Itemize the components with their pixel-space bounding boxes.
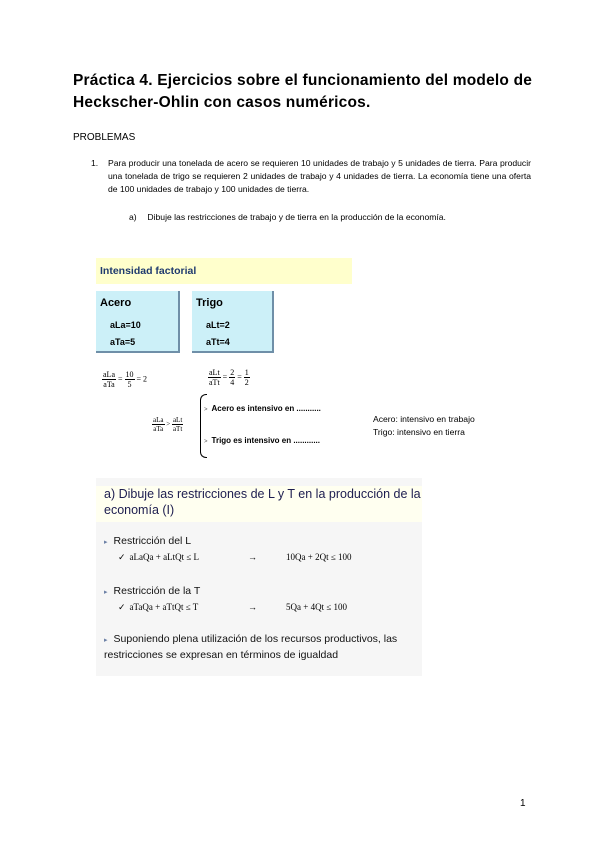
eq-land-left: [118, 602, 198, 613]
slide-title: a) Dibuje las restricciones de L y T en la producción de la economía (I): [104, 487, 421, 517]
eq-labor-arrow: →: [248, 552, 257, 562]
cmp-den1: aTa: [153, 425, 164, 433]
ratio-acero-eq: =: [118, 374, 123, 384]
acero-title: Acero: [100, 297, 132, 309]
eq-labor-left-text: aLaQa + aLtQt ≤ L: [129, 552, 200, 562]
ratio-acero-result: = 2: [136, 374, 148, 384]
acero-land: aTa=5: [110, 337, 136, 347]
acero-labor: aLa=10: [110, 320, 141, 330]
check-icon: ✓: [118, 553, 126, 563]
ratio-trigo-num: aLt: [209, 368, 220, 377]
trigo-title: Trigo: [196, 297, 223, 309]
ratio-acero-d2: 5: [127, 380, 132, 389]
bullet-trigo-text: Trigo es intensivo en ............: [211, 436, 320, 445]
eq-land-left-text: aTaQa + aTtQt ≤ T: [129, 602, 199, 612]
ratio-trigo-n2: 2: [230, 368, 235, 377]
problem-number: 1.: [91, 158, 99, 168]
problem-text: Para producir una tonelada de acero se requieren 10 unidades de trabajo y 5 unidades de tierra. Para producir una tonelada de trigo se requieren 2 unidades de trabajo y 4 unidades de tierra. La economía tiene una oferta de 100 unidades de trabajo y 100 unidades de tierra.: [108, 158, 531, 194]
item-labor-text: Restricción del L: [113, 535, 192, 547]
ratio-trigo-eq1: =: [222, 372, 228, 382]
problem-1: [91, 157, 531, 196]
bullet-acero-text: Acero es intensivo en ...........: [211, 404, 321, 413]
item-full-employment-text: Suponiendo plena utilización de los recursos productivos, las restricciones se expresan en términos de igualdad: [104, 633, 398, 661]
trigo-box: [192, 291, 274, 353]
page-number: 1: [520, 798, 526, 809]
slide-header: Intensidad factorial: [96, 258, 352, 284]
ratio-trigo-eq2: =: [237, 372, 242, 382]
check-icon: ✓: [118, 603, 126, 613]
ratio-trigo-n3: 1: [244, 368, 249, 377]
eq-labor-left: [118, 552, 199, 563]
bullet-arrow-icon: >: [204, 407, 208, 413]
restrictions-slide: [96, 478, 422, 676]
item-land: [104, 584, 200, 600]
trigo-land: aTt=4: [206, 337, 230, 347]
ratio-acero: [102, 370, 147, 389]
sub-question-text: Dibuje las restricciones de trabajo y de tierra en la producción de la economía.: [147, 212, 446, 222]
ratio-trigo-den: aTt: [209, 378, 220, 387]
cmp-num1: aLa: [153, 416, 164, 424]
eq-land-right: 5Qa + 4Qt ≤ 100: [286, 602, 348, 612]
triangle-bullet-icon: ▸: [104, 637, 108, 644]
sub-question-a: [129, 212, 446, 222]
bullet-arrow-icon: >: [204, 439, 208, 445]
side-note: [373, 413, 475, 439]
item-land-text: Restricción de la T: [113, 585, 201, 597]
acero-box: [96, 291, 180, 353]
cmp-den2: aTt: [172, 425, 183, 433]
factor-intensity-slide: [96, 258, 396, 456]
cmp-op: >: [166, 420, 171, 429]
side-note-line2: Trigo: intensivo en tierra: [373, 427, 465, 437]
bullet-acero: [204, 404, 321, 413]
page-title: Práctica 4. Ejercicios sobre el funcionamiento del modelo de Heckscher-Ohlin con casos numéricos.: [73, 72, 533, 111]
item-labor: [104, 534, 191, 550]
side-note-line1: Acero: intensivo en trabajo: [373, 414, 475, 424]
cmp-num2: aLt: [172, 416, 183, 424]
triangle-bullet-icon: ▸: [104, 539, 108, 546]
section-heading: PROBLEMAS: [73, 132, 136, 143]
ratio-trigo: [208, 368, 250, 387]
trigo-labor: aLt=2: [206, 320, 230, 330]
triangle-bullet-icon: ▸: [104, 589, 108, 596]
ratio-acero-num: aLa: [103, 370, 115, 379]
ratio-acero-n2: 10: [125, 370, 134, 379]
ratio-comparison: [152, 416, 183, 433]
sub-question-label: a): [129, 212, 137, 222]
eq-labor-right: 10Qa + 2Qt ≤ 100: [286, 552, 352, 562]
bullet-trigo: [204, 436, 320, 445]
item-full-employment: [104, 632, 410, 662]
ratio-acero-den: aTa: [103, 380, 115, 389]
ratio-trigo-d2: 4: [230, 378, 235, 387]
ratio-trigo-d3: 2: [244, 378, 249, 387]
eq-land-arrow: →: [248, 602, 257, 612]
